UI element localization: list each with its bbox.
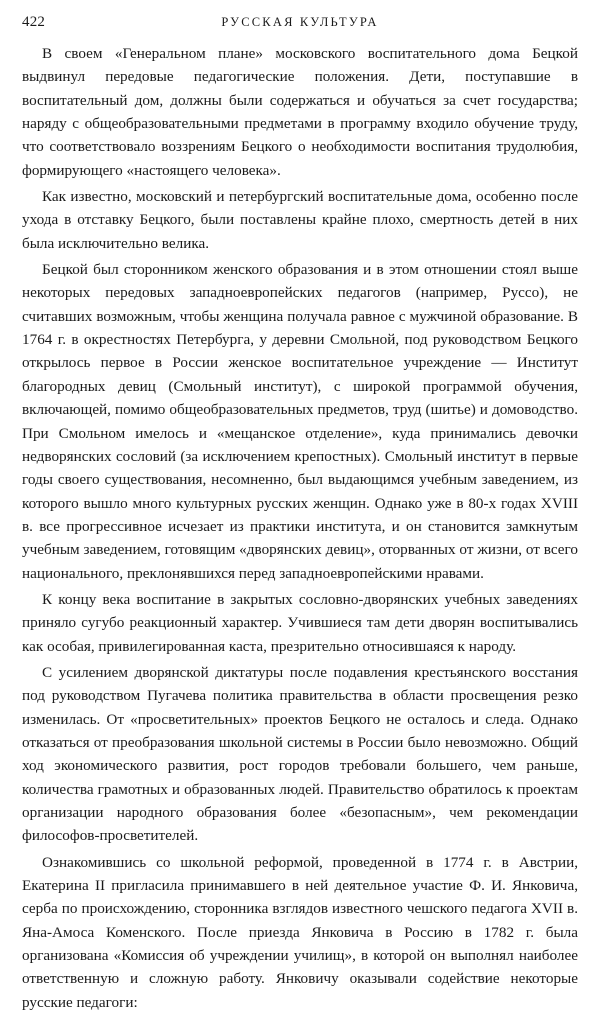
paragraph-policy-change: С усилением дворянской диктатуры после подавления крестьянского восстания под руководством Пугачева политика правительства в области просвещения резко изменилась. От «просветительных» проектов Бецкого не осталось и следа. Однако отказаться от преобразования школьной системы в России было невозможно. Общий ход экономического развития, рост городов требовали большего, чем раньше, количества грамотных и образованных людей. Правительство обратилось к проектам организации народного образования более «безопасным», чем рекомендации философов-просветителей.: [22, 663, 578, 845]
paragraph-closed-schools: К концу века воспитание в закрытых сословно-дворянских учебных заведениях приняло сугубо реакционный характер. Учившиеся там дети дворян воспитывались как особая, привилегированная каста, презрительно относившаяся к народу.: [22, 590, 578, 655]
page-number: 422: [22, 14, 46, 30]
paragraph-yankovich: Ознакомившись со школьной реформой, проведенной в 1774 г. в Австрии, Екатерина II пригласила принимавшего в ней деятельное участие Ф. И. Янковича, серба по происхождению, сторонника взглядов известного чешского педагога XVII в. Яна-Амоса Коменского. После приезда Янковича в Россию в 1782 г. была организована «Комиссия об учреждении училищ», в которой он выполнял наиболее ответственную и сложную работу. Янковичу оказывали содействие некоторые русские педагоги:: [22, 853, 578, 1011]
body-text: [22, 42, 578, 1014]
paragraph-smolny-institute: Бецкой был сторонником женского образования и в этом отношении стоял выше некоторых передовых западноевропейских педагогов (например, Руссо), не считавших возможным, чтобы женщина получала равное с мужчиной образование. В 1764 г. в окрестностях Петербурга, у деревни Смольной, под руководством Бецкого открылось первое в России женское воспитательное учреждение — Институт благородных девиц (Смольный институт), с широкой программой обучения, включающей, помимо общеобразовательных предметов, труд (шитье) и домоводство. При Смольном имелось и «мещанское отделение», куда принимались девочки недворянских сословий (за исключением крепостных). Смольный институт в первые годы своего существования, несомненно, был выдающимся учебным заведением, из которого вышло много культурных русских женщин. Однако уже в 80-х годах XVIII в. все прогрессивное исчезает из практики института, и он становится замкнутым учебным заведением, готовящим «дворянских девиц», оторванных от жизни, от всего национального, преклонявшихся перед западноевропейскими нравами.: [22, 261, 578, 582]
page-header: [22, 14, 578, 36]
paragraph-general-plan: В своем «Генеральном плане» московского воспитательного дома Бецкой выдвинул передовые педагогические положения. Дети, поступавшие в воспитательный дом, должны были содержаться и обучаться за счет государства; наряду с общеобразовательными предметами в программу входило обучение труду, что соответствовало воззрениям Бецкого о необходимости воспитания трудолюбия, формирующего «настоящего человека».: [22, 45, 578, 179]
running-head: РУССКАЯ КУЛЬТУРА: [221, 15, 379, 29]
paragraph-foundling-homes: Как известно, московский и петербургский воспитательные дома, особенно после ухода в отставку Бецкого, были поставлены крайне плохо, смертность детей в них была исключительно велика.: [22, 188, 578, 252]
page-content: [22, 14, 578, 1014]
